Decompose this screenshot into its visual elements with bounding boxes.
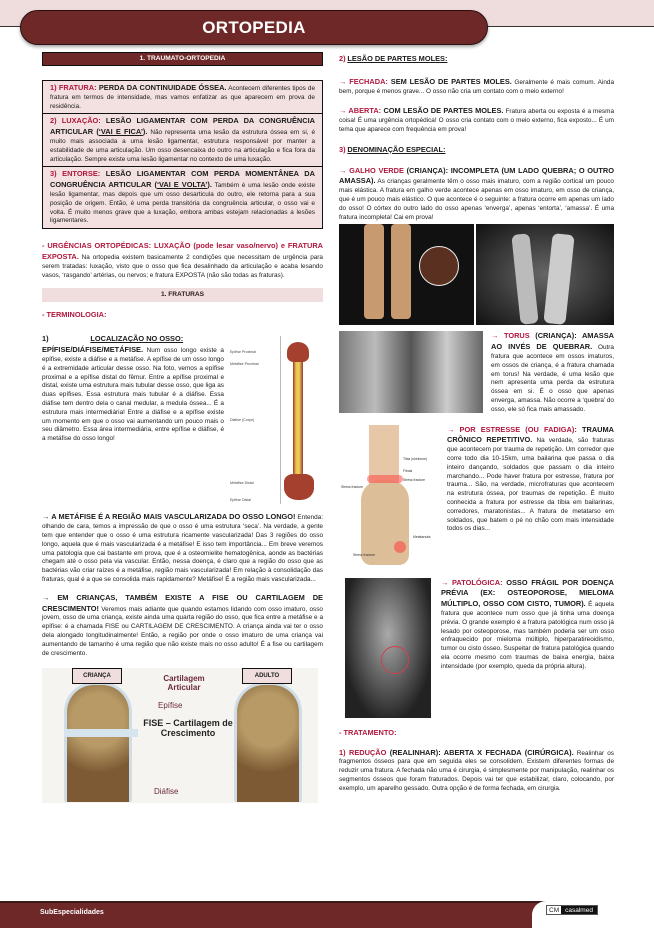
label-fibula: Fibula [403, 468, 413, 473]
denominacao-title: DENOMINAÇÃO ESPECIAL: [347, 144, 446, 154]
fise-paragraph [42, 593, 323, 659]
torus-xray [339, 331, 483, 413]
definition-entorse [42, 166, 323, 229]
partes-moles-title: LESÃO DE PARTES MOLES: [347, 54, 448, 63]
logo-cm: CM [549, 907, 560, 914]
fratura-label: 1) FRATURA: [50, 83, 97, 92]
tratamento-heading: - TRATAMENTO: [339, 727, 397, 737]
label-metafise-distal: Metáfise Distal [230, 481, 254, 486]
reducao-head: (REALINHAR): ABERTA X FECHADA (CIRÚRGICA). [386, 747, 574, 757]
galho-body: As crianças geralmente têm o osso mais imaturo, com a região cortical um pouco mais elástica. A fratura em galho verde acontece apenas em osso imaturo, em osso de criança, que é um pouco mais elástico. O que acontece é o seguinte: a fratura ocorre em apenas um lado do osso! O córtex do outro lado do osso apenas ‘enverga’, apenas ‘entorta’, ‘amassa’. É uma fratura incompleta! Cai em prova! [339, 178, 614, 221]
label-epifise: Epífise [158, 701, 183, 711]
label-fise: FISE – Cartilagem de Crescimento [143, 718, 233, 739]
entorse-head: LESÃO LIGAMENTAR COM PERDA MOMENTÂNEA DA CONGRUÊNCIA ARTICULAR ( [50, 169, 315, 190]
estresse-body: Na verdade, são fraturas que acontecem por trauma de repetição. Um corredor que corre todo dia 10-15km, uma bailarina que passa o dia inteiro dançando, soldados que passam o dia inteiro marchando... Pode haver fratura por estresse, fratura por trauma... São, na verdade, microfraturas que acontecem na estrutura óssea, por traumas de repetição. É muito conhecida a fratura por estresse da tíbia em bailarinas, corredores, maratonistas... A fratura de metatarso em soldados, que batem o pé no chão com mais intensidade todos os dias... [447, 437, 614, 533]
aberta-paragraph [339, 106, 614, 134]
fratura-head: PERDA DA CONTINUIDADE ÓSSEA. [96, 83, 227, 92]
label-metatarsals: Metatarsals [413, 534, 431, 539]
galho-verde-paragraph [339, 166, 614, 223]
metafise-head: → A METÁFISE É A REGIÃO MAIS VASCULARIZADA DO OSSO LONGO! [42, 512, 296, 522]
fechada-head: SEM LESÃO DE PARTES MOLES. [387, 76, 512, 86]
localizacao-block [42, 334, 323, 504]
torus-label: → TORUS [491, 331, 530, 341]
metafise-paragraph [42, 512, 323, 584]
label-cartilagem-articular: Cartilagem Articular [163, 674, 205, 693]
luxacao-head: LESÃO LIGAMENTAR COM PERDA DA CONGRUÊNCIA ARTICULAR ( [50, 116, 315, 137]
tag-crianca: CRIANÇA [72, 668, 122, 684]
torus-head: (CRIANÇA): AMASSA AO INVÉS DE QUEBRAR. [491, 331, 614, 352]
label-diafise-fig: Diáfise [154, 787, 179, 797]
partes-moles-heading [339, 54, 614, 65]
entorse-label: 3) ENTORSE: [50, 169, 101, 179]
localizacao-head: LOCALIZAÇÃO NO OSSO: [90, 334, 184, 344]
entorse-quote: ‘VAI E VOLTA’ [156, 180, 208, 190]
torus-block [339, 331, 614, 414]
femur-shaft [293, 346, 303, 491]
label-stress-fracture-3: Stress fracture [353, 552, 376, 557]
estresse-label: → POR ESTRESSE (OU FADIGA): [447, 424, 577, 434]
patologica-block [339, 578, 614, 718]
label-stress-fracture-1: Stress fracture [403, 477, 426, 482]
growth-plate [64, 729, 138, 737]
label-stress-fracture-2: Stress fracture [341, 484, 364, 489]
left-column [42, 52, 323, 803]
fratura-body: Acontecem diferentes tipos de fratura em termos de intensidade, mas vamos enfatizar as que aparecem em prova de residência. [50, 85, 315, 110]
urgencias-label: - URGÊNCIAS ORTOPÉDICAS: [42, 241, 152, 251]
child-bone-image [64, 682, 132, 802]
foot-stress-illustration [339, 425, 439, 570]
urgencias-paragraph [42, 241, 323, 280]
label-metafise-proximal: Metáfise Proximal [230, 362, 259, 367]
metafise-body: Entenda: olhando de cara, temos a impressão de que o osso é uma estrutura ‘seca’. Na verdade, a gente tem que entender que o osso é uma estrutura ricamente vascularizada! Das 3 regiões do osso longo, aquela que é mais vascularizada é a metáfise! E isso tem importância... Em breve veremos uma patologia que cai bastante em prova, que é a osteomielite hematogênica, aonde as bactérias chegam até o osso pela via vascular. Então, nessa doença, é claro que a região do osso que as bactérias vão criar raízes é a metáfise, região mais vascularizada! Em relação à consolidação das fraturas, qual é a que se consolida mais rapidamente? Metáfise! É a região mais vascularizada... [42, 514, 323, 583]
galho-verde-images [339, 224, 614, 325]
localizacao-num: 1) [42, 334, 49, 344]
luxacao-body: Não representa uma lesão da estrutura óssea em si, é muito mais associada a uma lesão ligamentar, estrutura responsável por manter a estabilidade de uma articulação. Um osso desencaixa do outro na articulação e fica fora da articulação. Sempre existe uma lesão ligamentar no contexto de uma luxação. [50, 129, 316, 163]
estresse-head: TRAUMA CRÔNICO REPETITIVO. [447, 424, 614, 445]
logo-name: casalmed [561, 906, 597, 914]
fise-head: → EM CRIANÇAS, TAMBÉM EXISTE A FISE OU CARTILAGEM DE CRESCIMENTO! [42, 592, 323, 613]
galho-head: (CRIANÇA): INCOMPLETA (UM LADO QUEBRA; O OUTRO AMASSA). [339, 165, 614, 186]
aberta-label: → ABERTA: [339, 106, 382, 116]
partes-moles-num: 2) [339, 54, 346, 63]
fise-body: Veremos mais adiante que quando estamos lidando com osso imaturo, osso jovem, osso de uma criança, existe ainda uma quarta região do osso, que fica entre a metáfise e a epífise: é a chamada FISE ou CARTILAGEM DE CRESCIMENTO. A criança ainda vai ter o osso dela alongado longitudinalmente! Então, a região por onde o osso imaturo de uma criança vai aumentando de tamanho é uma região que não existe mais no osso adulto! É a fise ou cartilagem de crescimento. [42, 605, 323, 657]
label-epifise-distal: Epífise Distal [230, 498, 251, 503]
fechada-body: Geralmente é mais comum. Ainda bem, porque é menos grave... O osso não cria um contato com o meio externo! [339, 78, 614, 95]
bone-guide-line [280, 336, 281, 504]
denominacao-heading [339, 145, 614, 156]
estresse-block [339, 425, 614, 570]
definition-luxacao [42, 113, 323, 166]
definition-fratura [42, 80, 323, 113]
label-epifise-proximal: Epífise Proximal [230, 350, 256, 355]
casalmed-logo [546, 905, 598, 915]
foot-xray [345, 578, 431, 718]
localizacao-body: Num osso longo existe a epífise, existe a diáfise e a metáfise. A epífise de um osso longo é a extremidade articular desse osso. Na foto, vemos a epífise proximal e a epífise distal do fêmur. Entre a epífise proximal e distal, existe uma estrutura mais tubular desse osso, que liga as duas epífises. Essa estrutura mais tubular é a diáfise. Essa diáfise tem dentro dela o canal medular, a medula óssea... É a estrutura mais intermediária! Entre a diáfise e a epífise existe um momento em que o osso vai aumentando um pouco mais o seu diâmetro. Essa área intermediária, entre epífise e diáfise, é a metáfise do osso longo! [42, 347, 224, 443]
growth-plate-figure [42, 668, 318, 803]
reducao-body: Realinhar os fragmentos ósseos para que em seguida eles se consolidem. Existem diferentes formas de reduzir uma fratura. A fechada não uma é cirurgia, é simplesmente por manipulação, realinhar os segmentos ósseos que foram fraturados. Depois vai ter que estabilizar, claro, colocando, por exemplo, um aparelho gessado. Outra opção é de forma fechada, em cirurgia. [339, 749, 614, 792]
label-diafise: Diáfise (Corpo) [230, 418, 255, 423]
tag-adulto: ADULTO [242, 668, 292, 684]
patologica-head: OSSO FRÁGIL POR DOENÇA PRÉVIA (EX: OSTEOPOROSE, MIELOMA MÚLTIPLO, OSSO COM CISTO, TUMOR). [441, 577, 614, 609]
greenstick-xray [476, 224, 614, 325]
galho-label: → GALHO VERDE [339, 165, 404, 175]
aberta-head: COM LESÃO DE PARTES MOLES. [381, 106, 504, 116]
torus-body: Outra fratura que acontece em ossos imaturos, em ossos de criança, é a fratura chamada em torus! Na verdade, é uma lesão que nem apresenta uma perda da estrutura óssea em si. É o osso que apenas enverga, amassa. Não ocorre a ‘quebra’ do osso, ele só fica mais amassado. [491, 344, 614, 413]
adult-bone-image [234, 682, 302, 802]
fechada-label: → FECHADA: [339, 76, 388, 86]
entorse-body: Também é uma lesão onde existe lesão ligamentar, mas depois que um osso desarticula do outro, ele retorna para a sua posição de origem. Então, é uma perda transitória da congruência articular, o osso vai e volta. É muito menos grave que a luxação, embora ambas estejam relacionadas a lesões ligamentares. [50, 182, 315, 225]
page-title: ORTOPEDIA [202, 17, 306, 37]
femur-figure [230, 334, 323, 504]
luxacao-tail: ). [142, 127, 148, 137]
luxacao-quote: ‘VAI E FICA’ [98, 127, 143, 137]
femur-head [287, 342, 309, 362]
page-title-banner [20, 10, 488, 45]
patologica-body: É aquela fratura que acontece num osso que já tinha uma doença prévia. O grande exemplo é a fratura patológica num osso já lesado por osteoporose, mas também poderia ser um osso enfraquecido por mieloma múltiplo, hiperparatireoidismo, tumor ou cisto ósseo. Suspeitar de fratura patológica quando ela ocorre mesmo com traumas de baixa energia, baixa intensidade (por exemplo, queda da própria altura). [441, 601, 614, 670]
section-header-traumato: 1. TRAUMATO-ORTOPEDIA [42, 52, 323, 66]
localizacao-sub: EPÍFISE/DIÁFISE/METÁFISE. [42, 345, 144, 355]
reducao-paragraph [339, 748, 614, 794]
urgencias-highlight: LUXAÇÃO (pode lesar vaso/nervo) e FRATURA EXPOSTA. [42, 241, 324, 261]
terminologia-heading: - TERMINOLOGIA: [42, 310, 107, 320]
section-header-fraturas: 1. FRATURAS [42, 288, 323, 302]
right-column [339, 52, 614, 794]
urgencias-body: Na ortopedia existem basicamente 2 condições que necessitam de urgência para serem tratadas: luxação, visto que o osso que fica desalinhado da articulação e acaba lesando vasos, ‘rasgando’ artérias, ou nervos; e fratura EXPOSTA (não são todas as fraturas). [42, 253, 323, 279]
definitions-box-group [42, 80, 323, 229]
fechada-paragraph [339, 77, 614, 97]
entorse-tail: ). [207, 180, 212, 190]
denominacao-num: 3) [339, 144, 346, 154]
femur-distal [284, 474, 314, 500]
patologica-label: → PATOLÓGICA: [441, 577, 503, 587]
luxacao-label: 2) LUXAÇÃO: [50, 116, 101, 126]
footer-section-label: SubEspecialidades [40, 909, 104, 916]
aberta-body: Fratura aberta ou exposta é a mesma coisa! É uma urgência ortopédica! O osso cria contato com o meio externo, fica exposto... É um tema que aparece com frequência em prova! [339, 108, 614, 133]
reducao-label: 1) REDUÇÃO [339, 747, 387, 757]
legs-illustration [339, 224, 474, 325]
label-tibia: Tibia (shinbone) [403, 456, 428, 461]
